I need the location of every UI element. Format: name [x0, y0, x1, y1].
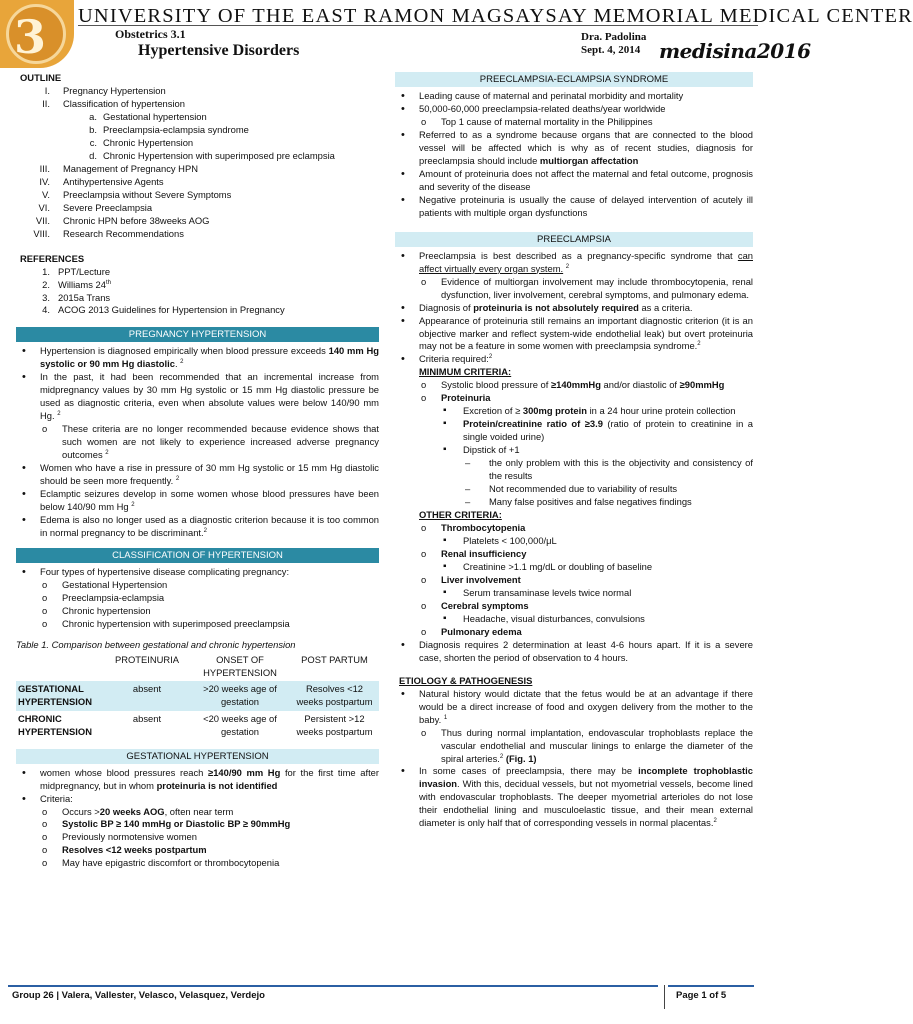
outline-num: V.	[42, 188, 50, 200]
comparison-table	[16, 653, 379, 741]
section-bar-classification: CLASSIFICATION OF HYPERTENSION	[16, 548, 379, 563]
left-column	[16, 72, 379, 870]
classification-list	[16, 566, 379, 631]
university-seal-logo	[0, 0, 74, 68]
list-subitem: o Systolic blood pressure of ≥140mmHg and/or diastolic of ≥90mmHg	[419, 379, 753, 392]
outline-item: Classification of hypertension	[63, 97, 185, 109]
etiology-list	[395, 688, 753, 831]
references-list	[16, 266, 379, 318]
outline-num: VII.	[35, 214, 50, 226]
list-subitem: o Previously normotensive women	[40, 831, 379, 844]
outline-item: Pregnancy Hypertension	[63, 84, 166, 96]
list-item: • 50,000-60,000 preeclampsia-related deaths/year worldwide o Top 1 cause of maternal mortality in the Philippines	[395, 103, 753, 129]
list-dashitem: – Not recommended due to variability of results	[463, 483, 753, 496]
list-subsubitem: ▪ Platelets < 100,000/μL	[441, 535, 753, 548]
list-item: • In the past, it had been recommended that an incremental increase from midpregnancy values by 30 mm Hg systolic or 15 mm Hg diastolic pressure be used as diagnostic criteria, even when absolute values were below 140/90 mm Hg. $^2$ o These criteria are no longer recommended because evidence shows that such women are not likely to experience increased adverse pregnancy outcomes $^2$	[16, 371, 379, 462]
list-subitem: o Liver involvement ▪ Serum transaminase levels twice normal	[419, 574, 753, 600]
list-item: • Hypertension is diagnosed empirically when blood pressure exceeds 140 mm Hg systolic or 90 mm Hg diastolic. $^2$	[16, 345, 379, 371]
list-item: • Amount of proteinuria does not affect the maternal and fetal outcome, prognosis and severity of the disease	[395, 168, 753, 194]
table-cell: absent	[104, 681, 190, 711]
pregnancy-hypertension-list	[16, 345, 379, 540]
outline-subnum: d.	[89, 149, 97, 161]
list-item: • Women who have a rise in pressure of 30 mm Hg systolic or 15 mm Hg diastolic should be seen more frequently. $^2$	[16, 462, 379, 488]
outline-subnum: b.	[89, 123, 97, 135]
list-item: • Four types of hypertensive disease complicating pregnancy: o Gestational Hypertension o Preeclampsia-eclampsia o Chronic hypertension o Chronic hypertension with superimposed preeclampsia	[16, 566, 379, 631]
list-item: • In some cases of preeclampsia, there may be incomplete trophoblastic invasion. With this, decidual vessels, but not myometrial vessels, become lined with endovascular trophoblasts. The deeper myometrial arterioles do not lose their endothelial lining and musculoelastic tissue, and their mean external diameter is only half that of corresponding vessels in normal placentas.$^2$	[395, 765, 753, 830]
gestational-list	[16, 767, 379, 871]
table-header	[16, 653, 104, 681]
outline-num: VIII.	[33, 227, 50, 239]
course-code: Obstetrics 3.1	[115, 27, 186, 41]
list-subsubitem: ▪ Headache, visual disturbances, convulsions	[441, 613, 753, 626]
section-bar-preeclampsia: PREECLAMPSIA	[395, 232, 753, 247]
references-heading: REFERENCES	[20, 252, 85, 264]
outline-num: II.	[42, 97, 50, 109]
right-column	[395, 72, 753, 830]
section-bar-pregnancy-hypertension: PREGNANCY HYPERTENSION	[16, 327, 379, 342]
page-header	[0, 0, 913, 70]
outline-sublist	[63, 111, 379, 163]
outline-item: Preeclampsia without Severe Symptoms	[63, 188, 232, 200]
table-header: ONSET OF HYPERTENSION	[203, 653, 277, 678]
list-subitem: o Preeclampsia-eclampsia	[40, 592, 379, 605]
preeclampsia-list	[395, 250, 753, 665]
footer-rule-right	[668, 985, 754, 987]
list-subsubitem: ▪ Protein/creatinine ratio of ≥3.9 (ratio of protein to creatinine in a single voided urine)	[441, 418, 753, 444]
list-item: • Diagnosis of proteinuria is not absolutely required as a criteria.	[395, 302, 753, 315]
ref-num: 2.	[42, 278, 50, 290]
ref-text: Williams 24	[58, 278, 106, 290]
list-subitem: o Chronic hypertension with superimposed preeclampsia	[40, 618, 379, 631]
list-subitem: o These criteria are no longer recommended because evidence shows that such women are not likely to experience increased adverse pregnancy outcomes $^2$	[40, 423, 379, 462]
list-item: • Referred to as a syndrome because organs that are connected to the blood vessel will be affected which is why as of recent studies, diagnosis for preeclampsia should include multiorgan affectation	[395, 129, 753, 168]
university-name: UNIVERSITY OF THE EAST RAMON MAGSAYSAY MEMORIAL MEDICAL CENTER	[78, 5, 913, 27]
list-item: • Negative proteinuria is usually the cause of delayed intervention of acutely ill patients with multiple organ dysfunctions	[395, 194, 753, 220]
list-item: • Natural history would dictate that the fetus would be at an advantage if there would be a direct increase of food and oxygen delivery from the mother to the baby. $^1$ o Thus during normal implantation, endovascular trophoblasts replace the vascular endothelial and muscular linings to enlarge the diameter of the spiral arteries.$^2$ (Fig. 1)	[395, 688, 753, 766]
outline-item: Management of Pregnancy HPN	[63, 162, 198, 174]
list-subitem: o May have epigastric discomfort or thrombocytopenia	[40, 857, 379, 870]
list-subitem: o Pulmonary edema	[419, 626, 753, 639]
table-row	[16, 711, 379, 741]
outline-num: I.	[44, 84, 50, 96]
list-dashitem: – Many false positives and false negatives findings	[463, 496, 753, 509]
lecture-title: Hypertensive Disorders	[138, 42, 300, 59]
list-subitem: o Occurs >20 weeks AOG, often near term	[40, 806, 379, 819]
list-subitem: o Chronic hypertension	[40, 605, 379, 618]
table-cell: GESTATIONAL HYPERTENSION	[16, 681, 104, 711]
outline-item: Severe Preeclampsia	[63, 201, 153, 213]
ref-num: 3.	[42, 291, 50, 303]
outline-num: III.	[39, 162, 50, 174]
outline-subitem: Chronic Hypertension with superimposed pre eclampsia	[103, 149, 335, 161]
pe-syndrome-list	[395, 90, 753, 220]
outline-item: Chronic HPN before 38weeks AOG	[63, 214, 210, 226]
list-item: • Criteria: o Occurs >20 weeks AOG, often near term o Systolic BP ≥ 140 mmHg or Diastolic BP ≥ 90mmHg o Previously normotensive women o Resolves <12 weeks postpartum o May have epigastric discomfort or thrombocytopenia	[16, 793, 379, 871]
list-subitem: o Resolves <12 weeks postpartum	[40, 844, 379, 857]
footer-rule-left	[8, 985, 658, 987]
outline-subitem: Gestational hypertension	[103, 110, 207, 122]
table-row	[16, 681, 379, 711]
professor-name: Dra. Padolina	[581, 31, 647, 43]
brand-logo: medisina2016	[659, 39, 811, 63]
list-subsubitem: ▪ Excretion of ≥ 300mg protein in a 24 hour urine protein collection	[441, 405, 753, 418]
page-number: Page 1 of 5	[676, 990, 727, 1001]
list-item: • Edema is also no longer used as a diagnostic criterion because it is too common in normal pregnancy to be discriminant.$^2$	[16, 514, 379, 540]
list-item: • Eclamptic seizures develop in some women whose blood pressures have been below 140/90 mm Hg $^2$	[16, 488, 379, 514]
table-cell: CHRONIC HYPERTENSION	[18, 712, 92, 737]
other-criteria-label: OTHER CRITERIA:	[419, 509, 502, 521]
outline-subnum: c.	[89, 136, 97, 148]
table-header: POST PARTUM	[301, 653, 368, 665]
table-cell: <20 weeks age of gestation	[203, 712, 277, 737]
table-cell: >20 weeks age of gestation	[190, 681, 290, 711]
list-item: • Appearance of proteinuria still remains an important diagnostic criterion (it is an objective marker and reflect system-wide endothelial leak) but overt proteinuria may not be a feature in some women with preeclampsia syndrome.$^2$	[395, 315, 753, 354]
ref-num: 1.	[42, 265, 50, 277]
list-subitem: o Gestational Hypertension	[40, 579, 379, 592]
lecture-date: Sept. 4, 2014	[581, 44, 641, 56]
table-cell: Resolves <12 weeks postpartum	[290, 681, 379, 711]
outline-num: VI.	[38, 201, 50, 213]
list-subitem: o Systolic BP ≥ 140 mmHg or Diastolic BP ≥ 90mmHg	[40, 818, 379, 831]
list-subsubitem: ▪ Dipstick of +1 – the only problem with this is the objectivity and consistency of the results – Not recommended due to variability of results – Many false positives and false negatives findings	[441, 444, 753, 509]
list-subitem: o Top 1 cause of maternal mortality in the Philippines	[419, 116, 753, 129]
table-cell: absent	[132, 712, 162, 724]
ref-item: ACOG 2013 Guidelines for Hypertension in Pregnancy	[58, 304, 285, 316]
list-item: • Leading cause of maternal and perinatal morbidity and mortality	[395, 90, 753, 103]
list-dashitem: – the only problem with this is the objectivity and consistency of the results	[463, 457, 753, 483]
ref-item	[58, 279, 379, 292]
outline-item: Antihypertensive Agents	[63, 175, 164, 187]
table-header: PROTEINURIA	[114, 653, 180, 665]
list-item: • Diagnosis requires 2 determination at least 4-6 hours apart. If it is a severe case, shorten the period of observation to 4 hours.	[395, 639, 753, 665]
ref-item: 2015a Trans	[58, 291, 111, 303]
seal-glyph: 3	[14, 10, 47, 64]
outline-heading: OUTLINE	[20, 72, 62, 83]
list-item: • women whose blood pressures reach ≥140/90 mm Hg for the first time after midpregnancy, but in whom proteinuria is not identified	[16, 767, 379, 793]
minimum-criteria-label: MINIMUM CRITERIA:	[419, 366, 512, 378]
etiology-heading: ETIOLOGY & PATHOGENESIS	[399, 674, 533, 686]
list-item: • Criteria required:$^2$ MINIMUM CRITERIA: o Systolic blood pressure of ≥140mmHg and/or diastolic of ≥90mmHg o Proteinuria ▪ Excretion of ≥ 300mg protein in a 24 hour urine protein collection ▪ Protein/creatinine ratio of ≥3.9 (ratio of protein to creatinine in a single voided urine) ▪ Dipstick of +1 – the only problem with this is the objectivity and consistency of the results – Not recommended due to variability of results – Many false positives and false negatives findings OTHER CRITERIA: o Thrombocytopenia ▪ Platelets < 100,000/μL o Renal insufficiency ▪ Creatinine >1.1 mg/dL or doubling of baseline o Liver involvement ▪ Serum transaminase levels twice normal o Cerebral symptoms ▪ Headache, visual disturbances, convulsions o Pulmonary edema	[395, 353, 753, 638]
list-subsubitem: ▪ Serum transaminase levels twice normal	[441, 587, 753, 600]
table-caption: Table 1. Comparison between gestational and chronic hypertension	[16, 638, 296, 650]
list-subitem: o Evidence of multiorgan involvement may include thrombocytopenia, renal dysfunction, liver involvement, cerebral symptoms, and pulmonary edema.	[419, 276, 753, 302]
table-header-row	[16, 653, 379, 681]
footer-group-names: Group 26 | Valera, Vallester, Velasco, Velasquez, Verdejo	[12, 990, 265, 1001]
list-subitem: o Thus during normal implantation, endovascular trophoblasts replace the vascular endothelial and muscular linings to enlarge the diameter of the spiral arteries.$^2$ (Fig. 1)	[419, 727, 753, 766]
ref-num: 4.	[42, 304, 50, 316]
table-cell: Persistent >12 weeks postpartum	[296, 712, 373, 737]
outline-list	[16, 85, 379, 241]
outline-subnum: a.	[89, 110, 97, 122]
list-subitem: o Renal insufficiency ▪ Creatinine >1.1 mg/dL or doubling of baseline	[419, 548, 753, 574]
section-bar-pe-syndrome: PREECLAMPSIA-ECLAMPSIA SYNDROME	[395, 72, 753, 87]
outline-num: IV.	[39, 175, 50, 187]
outline-subitem: Preeclampsia-eclampsia syndrome	[103, 123, 249, 135]
list-subitem: o Cerebral symptoms ▪ Headache, visual disturbances, convulsions	[419, 600, 753, 626]
list-subitem: o Proteinuria ▪ Excretion of ≥ 300mg protein in a 24 hour urine protein collection ▪ Protein/creatinine ratio of ≥3.9 (ratio of protein to creatinine in a single voided urine) ▪ Dipstick of +1 – the only problem with this is the objectivity and consistency of the results – Not recommended due to variability of results – Many false positives and false negatives findings	[419, 392, 753, 509]
list-subitem: o Thrombocytopenia ▪ Platelets < 100,000/μL	[419, 522, 753, 548]
list-subsubitem: ▪ Creatinine >1.1 mg/dL or doubling of baseline	[441, 561, 753, 574]
ref-item: PPT/Lecture	[58, 265, 111, 277]
footer-divider	[664, 985, 665, 1009]
section-bar-gestational: GESTATIONAL HYPERTENSION	[16, 749, 379, 764]
list-item: • Preeclampsia is best described as a pregnancy-specific syndrome that can affect virtually every organ system. $^2$ o Evidence of multiorgan involvement may include thrombocytopenia, renal dysfunction, liver involvement, cerebral symptoms, and pulmonary edema.	[395, 250, 753, 302]
ref-sup: th	[105, 279, 111, 286]
outline-subitem: Chronic Hypertension	[103, 136, 194, 148]
outline-item: Research Recommendations	[63, 227, 184, 239]
